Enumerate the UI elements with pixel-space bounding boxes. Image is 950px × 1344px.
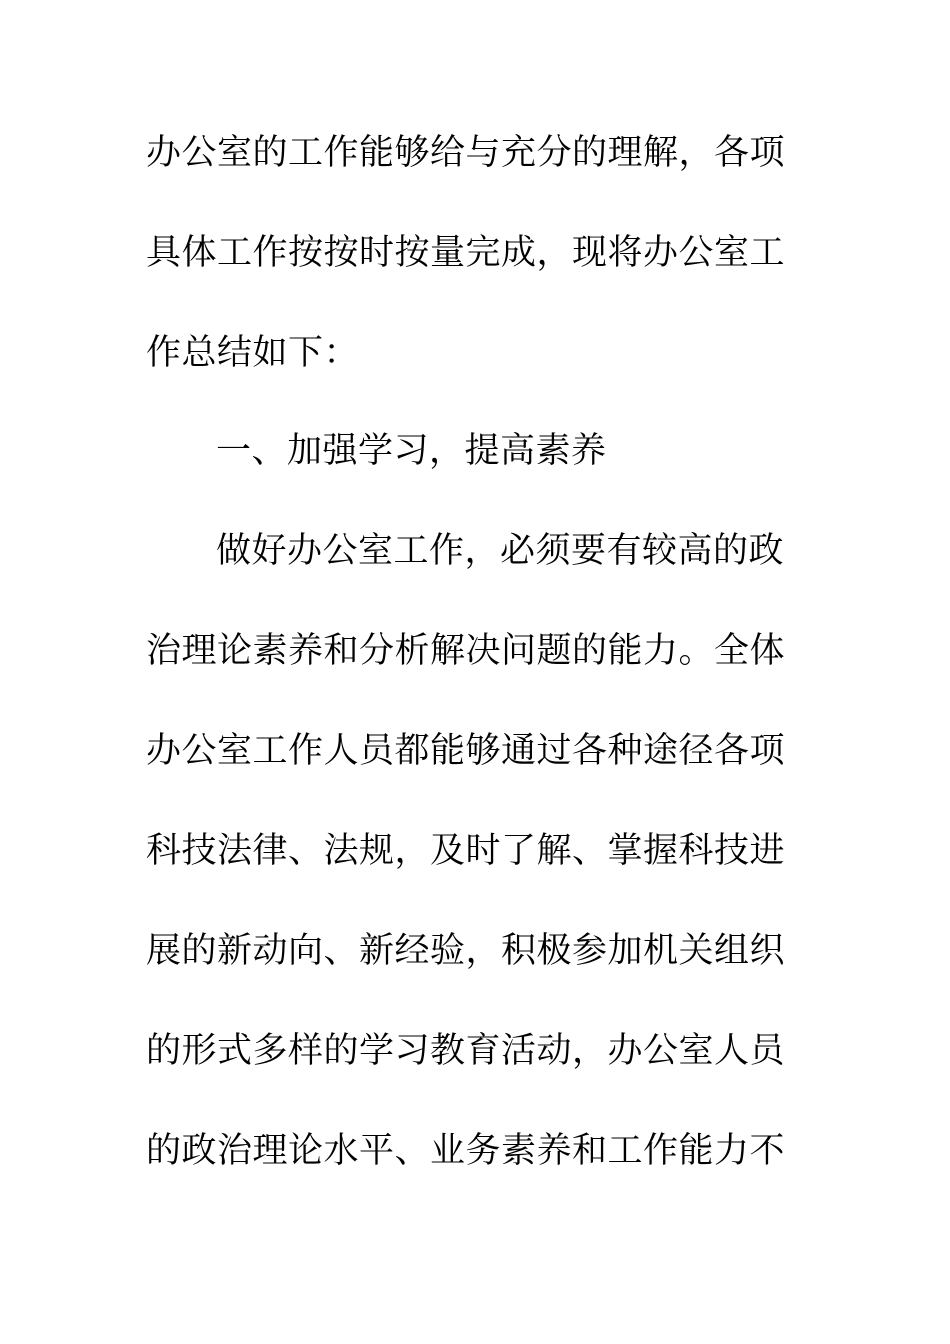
paragraph-line: 作总结如下： <box>146 333 360 373</box>
paragraph-line: 具体工作按按时按量完成，现将办公室工 <box>146 233 786 273</box>
section-heading: 一、加强学习，提高素养 <box>216 431 607 471</box>
paragraph-line: 展的新动向、新经验，积极参加机关组织 <box>146 931 786 971</box>
paragraph-line: 的形式多样的学习教育活动，办公室人员 <box>146 1031 786 1071</box>
paragraph-line: 科技法律、法规，及时了解、掌握科技进 <box>146 831 786 871</box>
paragraph-line: 做好办公室工作，必须要有较高的政 <box>216 531 785 571</box>
paragraph-line: 办公室工作人员都能够通过各种途径各项 <box>146 731 786 771</box>
paragraph-line: 办公室的工作能够给与充分的理解，各项 <box>146 133 786 173</box>
paragraph-line: 治理论素养和分析解决问题的能力。全体 <box>146 631 786 671</box>
paragraph-line: 的政治理论水平、业务素养和工作能力不 <box>146 1131 786 1171</box>
